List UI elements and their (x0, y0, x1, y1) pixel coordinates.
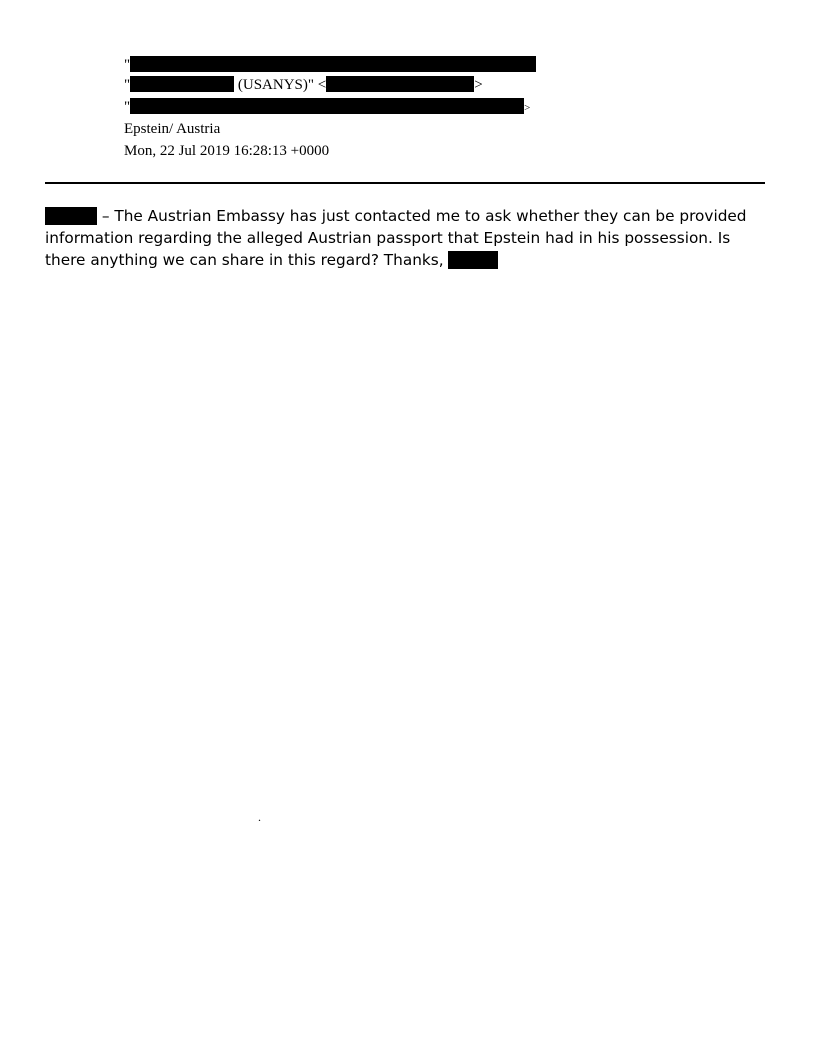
redaction-block (45, 207, 97, 225)
to-close: > (474, 77, 483, 93)
subject-value: Epstein/ Austria (124, 121, 221, 137)
to-open-quote: " (124, 77, 131, 93)
from-open-quote: " (124, 57, 131, 73)
header-divider (45, 182, 765, 184)
cc-value (124, 96, 530, 119)
page-mark: . (258, 810, 261, 824)
to-org: (USANYS)" < (234, 77, 327, 93)
redaction-block (130, 98, 524, 114)
email-body (45, 205, 775, 271)
redaction-block (326, 76, 474, 92)
redaction-block (130, 56, 536, 72)
to-value (124, 74, 483, 96)
redaction-block (130, 76, 234, 92)
redaction-block (448, 251, 498, 269)
cc-close: > (524, 102, 531, 114)
from-value (124, 54, 536, 76)
email-body-text: – The Austrian Embassy has just contacted me to ask whether they can be provided information regarding the alleged Austrian passport that Epstein had in his possession. Is there anything we can share in this regard? Thanks, (45, 207, 747, 269)
date-value: Mon, 22 Jul 2019 16:28:13 +0000 (124, 143, 330, 159)
cc-open-quote: " (124, 99, 131, 115)
